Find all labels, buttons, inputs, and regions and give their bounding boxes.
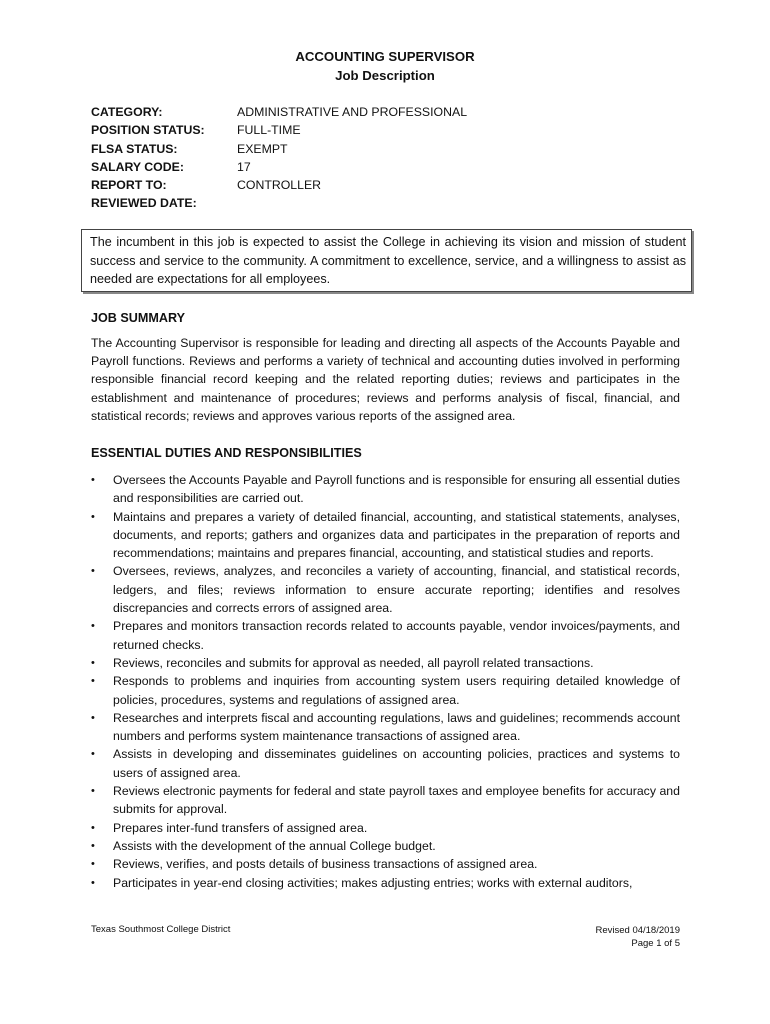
duty-text: Assists in developing and disseminates guidelines on accounting policies, practices and systems to users of assigned area. bbox=[113, 747, 680, 780]
bullet-icon: • bbox=[91, 858, 95, 871]
list-item bbox=[91, 471, 680, 508]
duty-text: Reviews electronic payments for federal and state payroll taxes and employee benefits for accuracy and submits for approval. bbox=[113, 784, 680, 817]
list-item bbox=[91, 745, 680, 782]
bullet-icon: • bbox=[91, 748, 95, 761]
duty-text: Oversees, reviews, analyzes, and reconciles a variety of accounting, financial, and statistical records, ledgers, and files; reviews information to ensure accurate reporting; identifies and resolves discrepancies and corrects errors of assigned area. bbox=[113, 564, 680, 616]
meta-key: REPORT TO: bbox=[91, 178, 167, 193]
duties-list bbox=[91, 471, 680, 892]
bullet-icon: • bbox=[91, 656, 95, 669]
meta-value: ADMINISTRATIVE AND PROFESSIONAL bbox=[237, 105, 468, 119]
document-subtitle: Job Description bbox=[335, 68, 435, 83]
bullet-icon: • bbox=[91, 675, 95, 688]
meta-row-position-status bbox=[91, 121, 467, 139]
duty-text: Assists with the development of the annual College budget. bbox=[113, 838, 436, 853]
duty-text: Reviews, verifies, and posts details of business transactions of assigned area. bbox=[113, 857, 538, 872]
bullet-icon: • bbox=[91, 510, 95, 523]
list-item bbox=[91, 672, 680, 709]
document-title: ACCOUNTING SUPERVISOR bbox=[295, 49, 475, 64]
meta-key: CATEGORY: bbox=[91, 105, 163, 119]
duty-text: Researches and interprets fiscal and accounting regulations, laws and guidelines; recommends account numbers and performs system maintenance transactions of assigned area. bbox=[113, 710, 680, 744]
bullet-icon: • bbox=[91, 565, 95, 578]
meta-row-salary-code bbox=[91, 158, 467, 176]
footer-revision-block bbox=[480, 924, 680, 950]
meta-key: REVIEWED DATE: bbox=[91, 196, 197, 211]
job-summary-text: The Accounting Supervisor is responsible for leading and directing all aspects of the Accounts Payable and Payroll functions. Reviews and performs a variety of technical and accounting duties involved in performing responsible financial record keeping and the related reporting duties; reviews and participates in the establishment and maintenance of procedures; reviews and performs analysis of fiscal, financial, and statistical records; reviews and approves various reports of the assigned area. bbox=[91, 336, 680, 423]
meta-value: EXEMPT bbox=[237, 141, 288, 156]
bullet-icon: • bbox=[91, 839, 95, 852]
duty-text: Participates in year-end closing activities; makes adjusting entries; works with external auditors, bbox=[113, 875, 633, 890]
list-item bbox=[91, 617, 680, 654]
list-item bbox=[91, 855, 680, 873]
meta-row-category bbox=[91, 103, 467, 121]
meta-value: CONTROLLER bbox=[237, 178, 322, 193]
meta-key: FLSA STATUS: bbox=[91, 141, 178, 156]
footer-revised-date: Revised 04/18/2019 bbox=[595, 925, 680, 936]
duty-text: Responds to problems and inquiries from accounting system users requiring detailed knowledge of policies, procedures, systems and regulations of assigned area. bbox=[113, 674, 680, 707]
position-details bbox=[91, 103, 467, 213]
job-summary-heading: JOB SUMMARY bbox=[91, 311, 185, 325]
duty-text: Oversees the Accounts Payable and Payroll functions and is responsible for ensuring all essential duties and responsibilities are carried out. bbox=[113, 473, 680, 506]
bullet-icon: • bbox=[91, 785, 95, 798]
list-item bbox=[91, 819, 680, 837]
bullet-icon: • bbox=[91, 474, 95, 486]
list-item bbox=[91, 837, 680, 855]
footer-organization: Texas Southmost College District bbox=[91, 924, 231, 935]
footer-page-number: Page 1 of 5 bbox=[631, 938, 680, 949]
list-item bbox=[91, 508, 680, 563]
list-item bbox=[91, 654, 680, 672]
bullet-icon: • bbox=[91, 711, 95, 724]
duty-text: Prepares and monitors transaction records related to accounts payable, vendor invoices/payments, and returned checks. bbox=[113, 619, 680, 652]
list-item bbox=[91, 874, 680, 892]
meta-value: FULL-TIME bbox=[237, 123, 301, 138]
meta-row-reviewed-date bbox=[91, 194, 467, 212]
bullet-icon: • bbox=[91, 876, 95, 889]
duty-text: Prepares inter-fund transfers of assigned area. bbox=[113, 820, 368, 835]
list-item bbox=[91, 709, 680, 746]
meta-row-flsa-status bbox=[91, 140, 467, 158]
duty-text: Maintains and prepares a variety of detailed financial, accounting, and statistical statements, analyses, documents, and reports; gathers and organizes data and participates in the preparation of reports and recommendations; maintains and prepares financial, accounting, and statistical studies and reports. bbox=[113, 509, 680, 561]
bullet-icon: • bbox=[91, 821, 95, 834]
mission-statement-box: The incumbent in this job is expected to assist the College in achieving its vision and mission of student success and service to the community. A commitment to excellence, service, and a willingness to assist as needed are expectations for all employees. bbox=[81, 229, 692, 292]
list-item bbox=[91, 562, 680, 617]
meta-row-report-to bbox=[91, 176, 467, 194]
duty-text: Reviews, reconciles and submits for approval as needed, all payroll related transactions. bbox=[113, 655, 594, 670]
meta-value: 17 bbox=[237, 159, 251, 174]
bullet-icon: • bbox=[91, 620, 95, 633]
list-item bbox=[91, 782, 680, 819]
meta-key: POSITION STATUS: bbox=[91, 123, 205, 138]
duties-heading: ESSENTIAL DUTIES AND RESPONSIBILITIES bbox=[91, 446, 362, 460]
meta-key: SALARY CODE: bbox=[91, 159, 184, 174]
